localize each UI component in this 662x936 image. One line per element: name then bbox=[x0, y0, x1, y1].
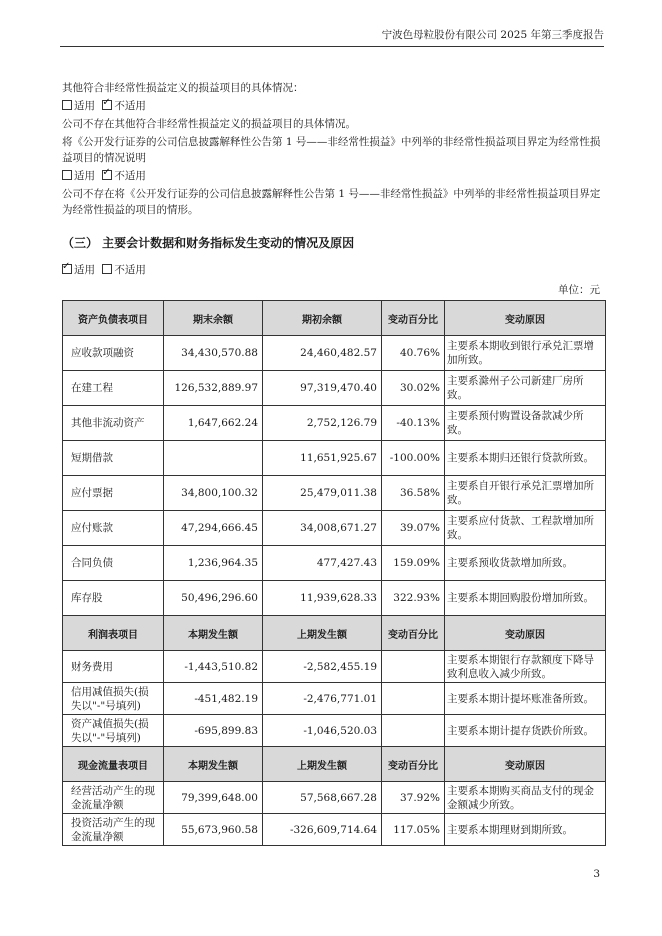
value-cell: -2,582,455.19 bbox=[263, 651, 382, 683]
value-cell: 47,294,666.45 bbox=[164, 511, 263, 546]
item-cell: 库存股 bbox=[63, 581, 164, 616]
header-cell: 期初余额 bbox=[263, 301, 382, 336]
value-cell: 34,430,570.88 bbox=[164, 336, 263, 371]
value-cell: -451,482.19 bbox=[164, 683, 263, 715]
value-cell: -695,899.83 bbox=[164, 715, 263, 747]
checked-box-icon bbox=[102, 170, 112, 180]
table-header-row bbox=[63, 747, 606, 782]
applicable-label: 适用 bbox=[74, 170, 95, 182]
percent-cell bbox=[382, 651, 445, 683]
header-title: 宁波色母粒股份有限公司 2025 年第三季度报告 bbox=[381, 29, 604, 41]
value-cell: -1,443,510.82 bbox=[164, 651, 263, 683]
intro-line-4: 公司不存在将《公开发行证券的公司信息披露解释性公告第 1 号——非经常性损益》中列举的非经常性损益项目界定为经常性损益的项目的情形。 bbox=[62, 188, 601, 216]
intro-option-1 bbox=[62, 98, 604, 114]
table-row bbox=[63, 476, 606, 511]
value-cell: 50,496,296.60 bbox=[164, 581, 263, 616]
value-cell: 11,651,925.67 bbox=[263, 441, 382, 476]
value-cell: 126,532,889.97 bbox=[164, 371, 263, 406]
item-cell: 合同负债 bbox=[63, 546, 164, 581]
item-cell: 投资活动产生的现金流量净额 bbox=[63, 814, 164, 846]
reason-cell: 主要系本期收到银行承兑汇票增加所致。 bbox=[445, 336, 606, 371]
intro-line-1: 其他符合非经常性损益定义的损益项目的具体情况： bbox=[62, 82, 304, 94]
percent-cell: 159.09% bbox=[382, 546, 445, 581]
intro-line-2: 公司不存在其他符合非经常性损益定义的损益项目的具体情况。 bbox=[62, 118, 356, 130]
header-cell: 上期发生额 bbox=[263, 616, 382, 651]
item-cell: 资产减值损失(损失以"-"号填列) bbox=[63, 715, 164, 747]
percent-cell: -100.00% bbox=[382, 441, 445, 476]
item-cell: 财务费用 bbox=[63, 651, 164, 683]
header-cell: 现金流量表项目 bbox=[63, 747, 164, 782]
header-cell: 变动百分比 bbox=[382, 301, 445, 336]
checked-box-icon bbox=[62, 264, 72, 274]
percent-cell: -40.13% bbox=[382, 406, 445, 441]
item-cell: 短期借款 bbox=[63, 441, 164, 476]
header-cell: 变动百分比 bbox=[382, 616, 445, 651]
percent-cell: 117.05% bbox=[382, 814, 445, 846]
value-cell: 34,800,100.32 bbox=[164, 476, 263, 511]
header-cell: 上期发生额 bbox=[263, 747, 382, 782]
item-cell: 在建工程 bbox=[63, 371, 164, 406]
percent-cell: 36.58% bbox=[382, 476, 445, 511]
item-cell: 应收款项融资 bbox=[63, 336, 164, 371]
value-cell: 1,236,964.35 bbox=[164, 546, 263, 581]
table-header-row bbox=[63, 616, 606, 651]
value-cell: 11,939,628.33 bbox=[263, 581, 382, 616]
value-cell: -1,046,520.03 bbox=[263, 715, 382, 747]
header-cell: 本期发生额 bbox=[164, 616, 263, 651]
header-cell: 本期发生额 bbox=[164, 747, 263, 782]
reason-cell: 主要系本期理财到期所致。 bbox=[445, 814, 606, 846]
header-cell: 期末余额 bbox=[164, 301, 263, 336]
intro-option-2 bbox=[62, 168, 604, 184]
reason-cell: 主要系本期回购股份增加所致。 bbox=[445, 581, 606, 616]
header-cell: 资产负债表项目 bbox=[63, 301, 164, 336]
table-row bbox=[63, 511, 606, 546]
reason-cell: 主要系自开银行承兑汇票增加所致。 bbox=[445, 476, 606, 511]
value-cell: 34,008,671.27 bbox=[263, 511, 382, 546]
unchecked-box-icon bbox=[102, 264, 112, 274]
not-applicable-label: 不适用 bbox=[114, 264, 146, 276]
item-cell: 信用减值损失(损失以"-"号填列) bbox=[63, 683, 164, 715]
intro-line-3: 将《公开发行证券的公司信息披露解释性公告第 1 号——非经常性损益》中列举的非经常性损益项目界定为经常性损益项目的情况说明 bbox=[62, 136, 601, 164]
value-cell: 97,319,470.40 bbox=[263, 371, 382, 406]
percent-cell: 37.92% bbox=[382, 782, 445, 814]
table-row bbox=[63, 651, 606, 683]
financial-changes-table bbox=[62, 300, 606, 846]
unit-label: 单位：元 bbox=[558, 284, 600, 296]
header-cell: 利润表项目 bbox=[63, 616, 164, 651]
table-row bbox=[63, 371, 606, 406]
not-applicable-label: 不适用 bbox=[114, 170, 146, 182]
page-number: 3 bbox=[593, 868, 600, 880]
value-cell: 25,479,011.38 bbox=[263, 476, 382, 511]
unchecked-box-icon bbox=[62, 100, 72, 110]
page-header bbox=[60, 28, 604, 47]
applicable-label: 适用 bbox=[74, 100, 95, 112]
item-cell: 应付账款 bbox=[63, 511, 164, 546]
header-cell: 变动原因 bbox=[445, 747, 606, 782]
value-cell: 79,399,648.00 bbox=[164, 782, 263, 814]
table-row bbox=[63, 683, 606, 715]
table-row bbox=[63, 406, 606, 441]
unchecked-box-icon bbox=[62, 170, 72, 180]
table-row bbox=[63, 441, 606, 476]
reason-cell: 主要系滁州子公司新建厂房所致。 bbox=[445, 371, 606, 406]
percent-cell: 39.07% bbox=[382, 511, 445, 546]
reason-cell: 主要系本期购买商品支付的现金金额减少所致。 bbox=[445, 782, 606, 814]
percent-cell: 30.02% bbox=[382, 371, 445, 406]
section-option bbox=[62, 262, 604, 278]
table-row bbox=[63, 814, 606, 846]
applicable-label: 适用 bbox=[74, 264, 95, 276]
percent-cell bbox=[382, 683, 445, 715]
value-cell: 2,752,126.79 bbox=[263, 406, 382, 441]
section-title: （三） 主要会计数据和财务指标发生变动的情况及原因 bbox=[62, 236, 355, 250]
percent-cell: 40.76% bbox=[382, 336, 445, 371]
value-cell: 477,427.43 bbox=[263, 546, 382, 581]
value-cell bbox=[164, 441, 263, 476]
table-row bbox=[63, 715, 606, 747]
table-row bbox=[63, 336, 606, 371]
item-cell: 经营活动产生的现金流量净额 bbox=[63, 782, 164, 814]
reason-cell: 主要系应付货款、工程款增加所致。 bbox=[445, 511, 606, 546]
percent-cell: 322.93% bbox=[382, 581, 445, 616]
header-cell: 变动原因 bbox=[445, 616, 606, 651]
reason-cell: 主要系预付购置设备款减少所致。 bbox=[445, 406, 606, 441]
value-cell: 55,673,960.58 bbox=[164, 814, 263, 846]
reason-cell: 主要系本期归还银行贷款所致。 bbox=[445, 441, 606, 476]
checked-box-icon bbox=[102, 100, 112, 110]
percent-cell bbox=[382, 715, 445, 747]
item-cell: 应付票据 bbox=[63, 476, 164, 511]
reason-cell: 主要系本期银行存款额度下降导致利息收入减少所致。 bbox=[445, 651, 606, 683]
table-row bbox=[63, 581, 606, 616]
value-cell: 57,568,667.28 bbox=[263, 782, 382, 814]
reason-cell: 主要系本期计提存货跌价所致。 bbox=[445, 715, 606, 747]
item-cell: 其他非流动资产 bbox=[63, 406, 164, 441]
table-row bbox=[63, 546, 606, 581]
value-cell: -2,476,771.01 bbox=[263, 683, 382, 715]
reason-cell: 主要系本期计提坏账准备所致。 bbox=[445, 683, 606, 715]
value-cell: 24,460,482.57 bbox=[263, 336, 382, 371]
not-applicable-label: 不适用 bbox=[114, 100, 146, 112]
table-row bbox=[63, 782, 606, 814]
value-cell: -326,609,714.64 bbox=[263, 814, 382, 846]
header-cell: 变动原因 bbox=[445, 301, 606, 336]
table-header-row bbox=[63, 301, 606, 336]
header-cell: 变动百分比 bbox=[382, 747, 445, 782]
reason-cell: 主要系预收货款增加所致。 bbox=[445, 546, 606, 581]
value-cell: 1,647,662.24 bbox=[164, 406, 263, 441]
